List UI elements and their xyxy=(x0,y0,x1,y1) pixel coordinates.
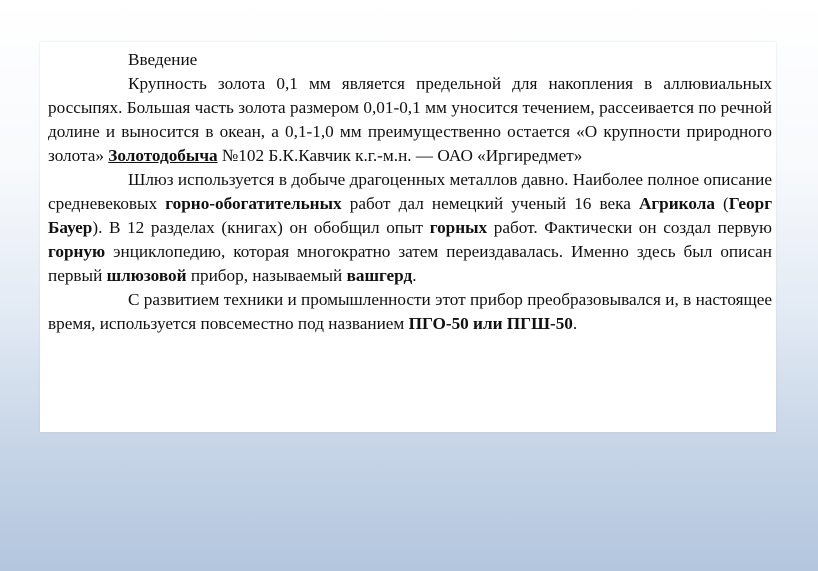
sluice-text-3: ( xyxy=(714,194,729,213)
sluice-text-5: работ. Фактически он создал первую xyxy=(487,218,773,237)
paragraph-sluice-history xyxy=(48,168,772,288)
bold-term-georg-bauer: Георг Бауер xyxy=(48,194,772,237)
sluice-text-8: . xyxy=(412,266,417,285)
bold-term-mining: горных xyxy=(429,218,488,237)
paragraph-gold-size-text: Крупность золота 0,1 мм является предельной для накопления в аллювиальных россыпях. Большая часть золота размером 0,01-0,1 мм уносится течением, рассеивается по речной долине и выносится в океан, а 0,1-1,0 мм преимущественно остается «О крупности природного золота» xyxy=(48,74,772,165)
sluice-text-7: прибор, называемый xyxy=(186,266,347,285)
slide-text-block xyxy=(48,48,772,336)
modern-text-2: . xyxy=(572,314,578,333)
slide-title: Введение xyxy=(128,50,198,69)
paragraph-gold-size-source: №102 Б.К.Кавчик к.г.-м.н. — ОАО «Иргиредмет» xyxy=(217,146,583,165)
bold-term-vashgerd: вашгерд xyxy=(346,266,413,285)
modern-text-1: С развитием техники и промышленности этот прибор преобразовывался и, в настоящее время, используется повсеместно под названием xyxy=(48,290,772,333)
sluice-text-4: ). В 12 разделах (книгах) он обобщил опыт xyxy=(92,218,430,237)
bold-term-sluice: шлюзовой xyxy=(106,266,187,285)
bold-term-mining-processing: горно-обогатительных xyxy=(165,194,342,213)
bold-term-mining-encyclopedia: горную xyxy=(48,242,106,261)
slide-content-panel xyxy=(40,42,776,432)
bold-term-pgo-pgsh: ПГО-50 или ПГШ-50 xyxy=(408,314,573,333)
bold-term-agricola: Агрикола xyxy=(638,194,715,213)
journal-link[interactable]: Золотодобыча xyxy=(108,146,218,165)
sluice-text-6: энциклопедию, которая многократно затем переиздавалась. Именно здесь был описан первый xyxy=(48,242,772,285)
sluice-text-2: работ дал немецкий ученый 16 века xyxy=(341,194,639,213)
paragraph-gold-size xyxy=(48,72,772,168)
sluice-text-1: Шлюз используется в добыче драгоценных металлов давно. Наиболее полное описание средневековых xyxy=(48,170,772,213)
paragraph-modern-devices xyxy=(48,288,772,336)
